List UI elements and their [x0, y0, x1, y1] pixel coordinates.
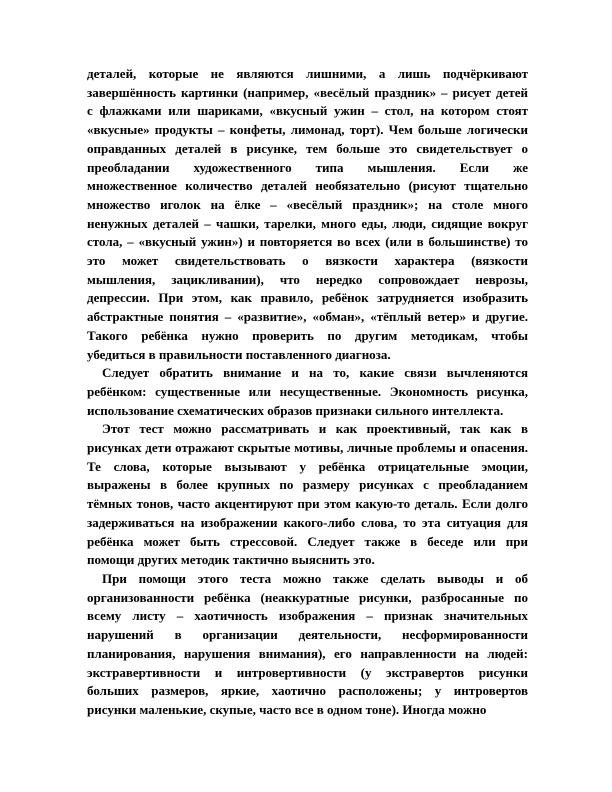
text-line: При помощи этого теста можно также сделать выводы и об	[102, 570, 528, 586]
text-line: «вкусные» продукты – конфеты, лимонад, торт). Чем больше логически	[87, 122, 528, 138]
paragraph	[87, 420, 528, 570]
text-line: Те слова, которые вызывают у ребёнка отрицательные эмоции,	[87, 458, 528, 474]
text-line: ненужных деталей – чашки, тарелки, много еды, люди, сидящие вокруг	[87, 215, 528, 231]
text-line: множественное количество деталей необязательно (рисуют тщательно	[87, 178, 528, 194]
text-line: нарушений в организации деятельности, несформированности	[87, 627, 528, 643]
paragraph	[87, 570, 528, 720]
text-line: Следует обратить внимание и на то, какие связи вычленяются	[102, 365, 528, 381]
text-line: всему листу – хаотичность изображения – признак значительных	[87, 608, 528, 624]
text-line: мышления, зацикливании), что нередко сопровождает неврозы,	[87, 271, 528, 287]
text-line: планирования, нарушения внимания), его направленности на людей:	[87, 645, 528, 661]
text-line: тёмных тонов, часто акцентируют при этом какую-то деталь. Если долго	[87, 496, 528, 512]
text-line: депрессии. При этом, как правило, ребёнок затрудняется изобразить	[87, 290, 528, 306]
text-line: преобладании художественного типа мышления. Если же	[87, 159, 528, 175]
paragraph	[87, 364, 528, 420]
text-line: рисунках дети отражают скрытые мотивы, личные проблемы и опасения.	[87, 440, 528, 456]
text-line: выражены в более крупных по размеру рисунках с преобладанием	[87, 477, 528, 493]
text-line: ребёнком: существенные или несущественные. Экономность рисунка,	[87, 383, 528, 399]
text-line: ребёнка может быть стрессовой. Следует также в беседе или при	[87, 533, 528, 549]
text-line: больших размеров, яркие, хаотично расположены; у интровертов	[87, 683, 528, 699]
text-line: рисунки маленькие, скупые, часто все в одном тоне). Иногда можно	[87, 701, 487, 717]
text-line: задерживаться на изображении какого-либо слова, то эта ситуация для	[87, 514, 528, 530]
text-line: Такого ребёнка нужно проверить по другим методикам, чтобы	[87, 327, 528, 343]
text-line: использование схематических образов признаки сильного интеллекта.	[87, 402, 504, 418]
text-line: убедиться в правильности поставленного диагноза.	[87, 346, 391, 362]
text-block	[87, 65, 528, 720]
text-line: с флажками или шариками, «вкусный ужин – стол, на котором стоят	[87, 103, 528, 119]
text-line: это может свидетельствовать о вязкости характера (вязкости	[87, 253, 528, 269]
text-line: Этот тест можно рассматривать и как проективный, так как в	[102, 421, 528, 437]
text-line: абстрактные понятия – «развитие», «обман», «тёплый ветер» и другие.	[87, 309, 528, 325]
text-line: стола, – «вкусный ужин») и повторяется во всех (или в большинстве) то	[87, 234, 528, 250]
text-line: завершённость картинки (например, «весёлый праздник» – рисует детей	[87, 84, 528, 100]
text-line: помощи других методик тактично выяснить это.	[87, 552, 375, 568]
text-line: множество иголок на ёлке – «весёлый праздник»; на столе много	[87, 196, 528, 212]
text-line: деталей, которые не являются лишними, а лишь подчёркивают	[87, 66, 528, 81]
text-line: экстравертивности и интровертивности (у экстравертов рисунки	[87, 664, 528, 680]
text-line: оправданных деталей в рисунке, тем больше это свидетельствует о	[87, 140, 528, 156]
paragraph	[87, 65, 528, 364]
text-line: организованности ребёнка (неаккуратные рисунки, разбросанные по	[87, 589, 528, 605]
